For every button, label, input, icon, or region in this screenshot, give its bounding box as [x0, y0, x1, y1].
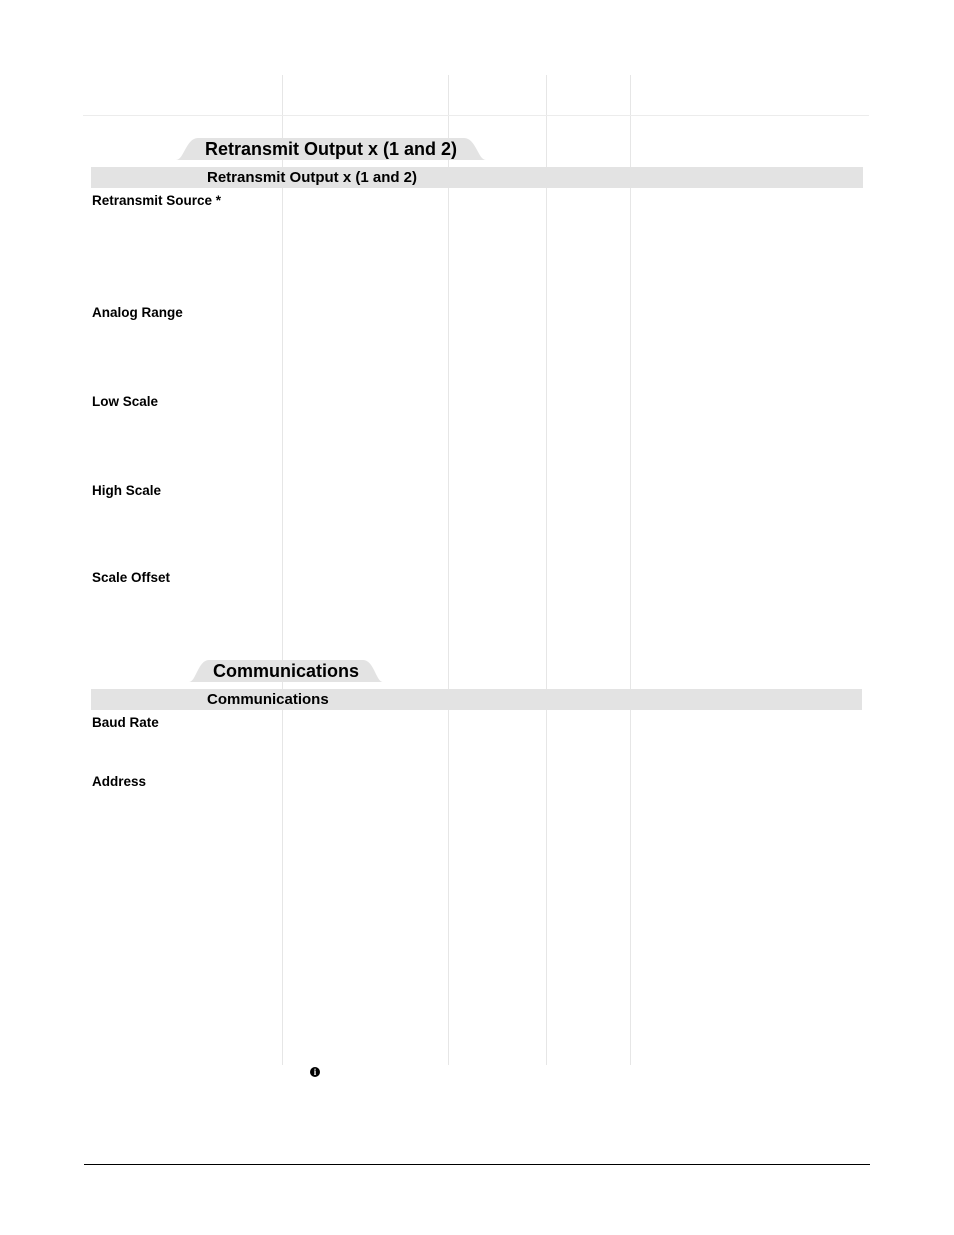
- column-divider: [282, 75, 283, 1065]
- section-tab-communications: [189, 660, 383, 682]
- section-tab-retransmit: [176, 138, 486, 160]
- param-address: Address: [92, 774, 147, 789]
- section-header-bar: [91, 689, 862, 710]
- param-low-scale: Low Scale: [92, 394, 159, 409]
- section-tab-title: Retransmit Output x (1 and 2): [204, 139, 458, 159]
- section-tab-title: Communications: [212, 661, 359, 681]
- param-scale-offset: Scale Offset: [92, 570, 171, 585]
- section-header-title: Communications: [207, 691, 329, 708]
- param-baud-rate: Baud Rate: [92, 715, 159, 730]
- column-divider: [546, 75, 547, 1065]
- param-analog-range: Analog Range: [92, 305, 183, 320]
- section-header-title: Retransmit Output x (1 and 2): [207, 169, 418, 186]
- column-divider: [630, 75, 631, 1065]
- param-retransmit-source: Retransmit Source *: [92, 193, 222, 208]
- param-high-scale: High Scale: [92, 483, 162, 498]
- header-rule: [83, 115, 869, 116]
- info-icon: i: [310, 1067, 320, 1077]
- section-header-bar: [91, 167, 863, 188]
- column-divider: [448, 75, 449, 1065]
- footer-rule: [84, 1164, 870, 1165]
